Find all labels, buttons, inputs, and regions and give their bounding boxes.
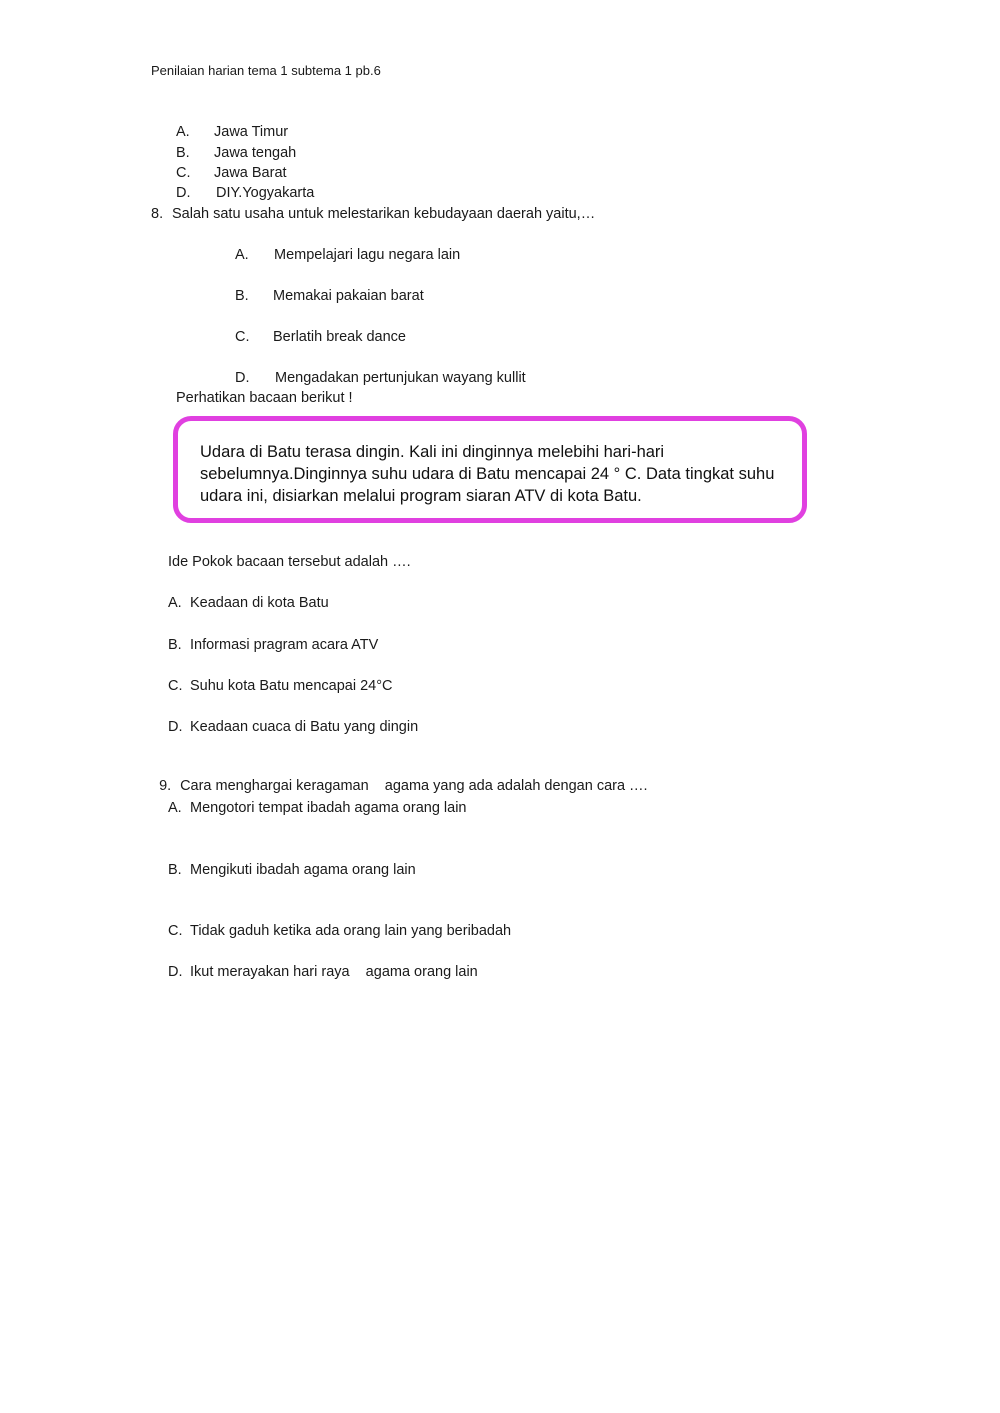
q7-option-b: [176, 144, 296, 162]
option-letter: D.: [176, 185, 191, 201]
option-letter: A.: [168, 800, 182, 816]
q7-option-a: [176, 123, 288, 141]
q8-option-a: [235, 246, 460, 264]
reading-option-d: [168, 718, 418, 736]
reading-instruction: Perhatikan bacaan berikut !: [176, 390, 353, 406]
passage-box: [173, 416, 807, 523]
q7-option-c: [176, 164, 287, 182]
question-text: Cara menghargai keragaman agama yang ada adalah dengan cara ….: [180, 778, 648, 794]
option-text: Mengadakan pertunjukan wayang kullit: [275, 370, 526, 386]
option-letter: C.: [235, 329, 250, 345]
option-letter: D.: [168, 964, 183, 980]
option-letter: A.: [235, 247, 249, 263]
option-text: Ikut merayakan hari raya agama orang lain: [190, 964, 478, 980]
option-text: Suhu kota Batu mencapai 24°C: [190, 678, 393, 694]
option-text: Keadaan cuaca di Batu yang dingin: [190, 719, 419, 735]
option-letter: B.: [168, 637, 182, 653]
option-text: Mengikuti ibadah agama orang lain: [190, 862, 416, 878]
passage-text: Udara di Batu terasa dingin. Kali ini dinginnya melebihi hari-hari sebelumnya.Dinginnya suhu udara di Batu mencapai 24 ° C. Data tingkat suhu udara ini, disiarkan melalui program siaran ATV di kota Batu.: [200, 443, 775, 505]
option-text: Mengotori tempat ibadah agama orang lain: [190, 800, 467, 816]
q8-question: [151, 205, 595, 223]
question-text: Salah satu usaha untuk melestarikan kebudayaan daerah yaitu,…: [172, 206, 596, 222]
q9-option-b: [168, 861, 416, 879]
q8-option-d: [235, 369, 526, 387]
page-header: Penilaian harian tema 1 subtema 1 pb.6: [151, 63, 381, 78]
q8-option-b: [235, 287, 424, 305]
question-number: 8.: [151, 206, 164, 222]
option-letter: D.: [168, 719, 183, 735]
option-letter: C.: [176, 165, 191, 181]
q9-option-a: [168, 799, 466, 817]
option-text: DIY.Yogyakarta: [216, 185, 315, 201]
option-letter: A.: [176, 124, 190, 140]
reading-question: Ide Pokok bacaan tersebut adalah ….: [168, 554, 411, 570]
option-text: Keadaan di kota Batu: [190, 595, 329, 611]
option-text: Jawa Barat: [214, 165, 287, 181]
option-text: Jawa Timur: [214, 124, 289, 140]
option-letter: C.: [168, 678, 183, 694]
option-letter: D.: [235, 370, 250, 386]
q9-option-c: [168, 922, 511, 940]
option-letter: B.: [235, 288, 249, 304]
option-letter: B.: [176, 145, 190, 161]
q8-option-c: [235, 328, 406, 346]
reading-option-c: [168, 677, 392, 695]
reading-option-a: [168, 594, 329, 612]
option-text: Memakai pakaian barat: [273, 288, 424, 304]
option-text: Berlatih break dance: [273, 329, 406, 345]
option-text: Mempelajari lagu negara lain: [274, 247, 461, 263]
q9-option-d: [168, 963, 478, 981]
option-letter: A.: [168, 595, 182, 611]
option-letter: B.: [168, 862, 182, 878]
option-text: Tidak gaduh ketika ada orang lain yang beribadah: [190, 923, 512, 939]
reading-option-b: [168, 636, 378, 654]
q7-option-d: [176, 184, 314, 202]
q9-question: [151, 759, 648, 795]
option-text: Jawa tengah: [214, 145, 297, 161]
question-number: 9.: [159, 778, 172, 794]
option-letter: C.: [168, 923, 183, 939]
option-text: Informasi pragram acara ATV: [190, 637, 379, 653]
